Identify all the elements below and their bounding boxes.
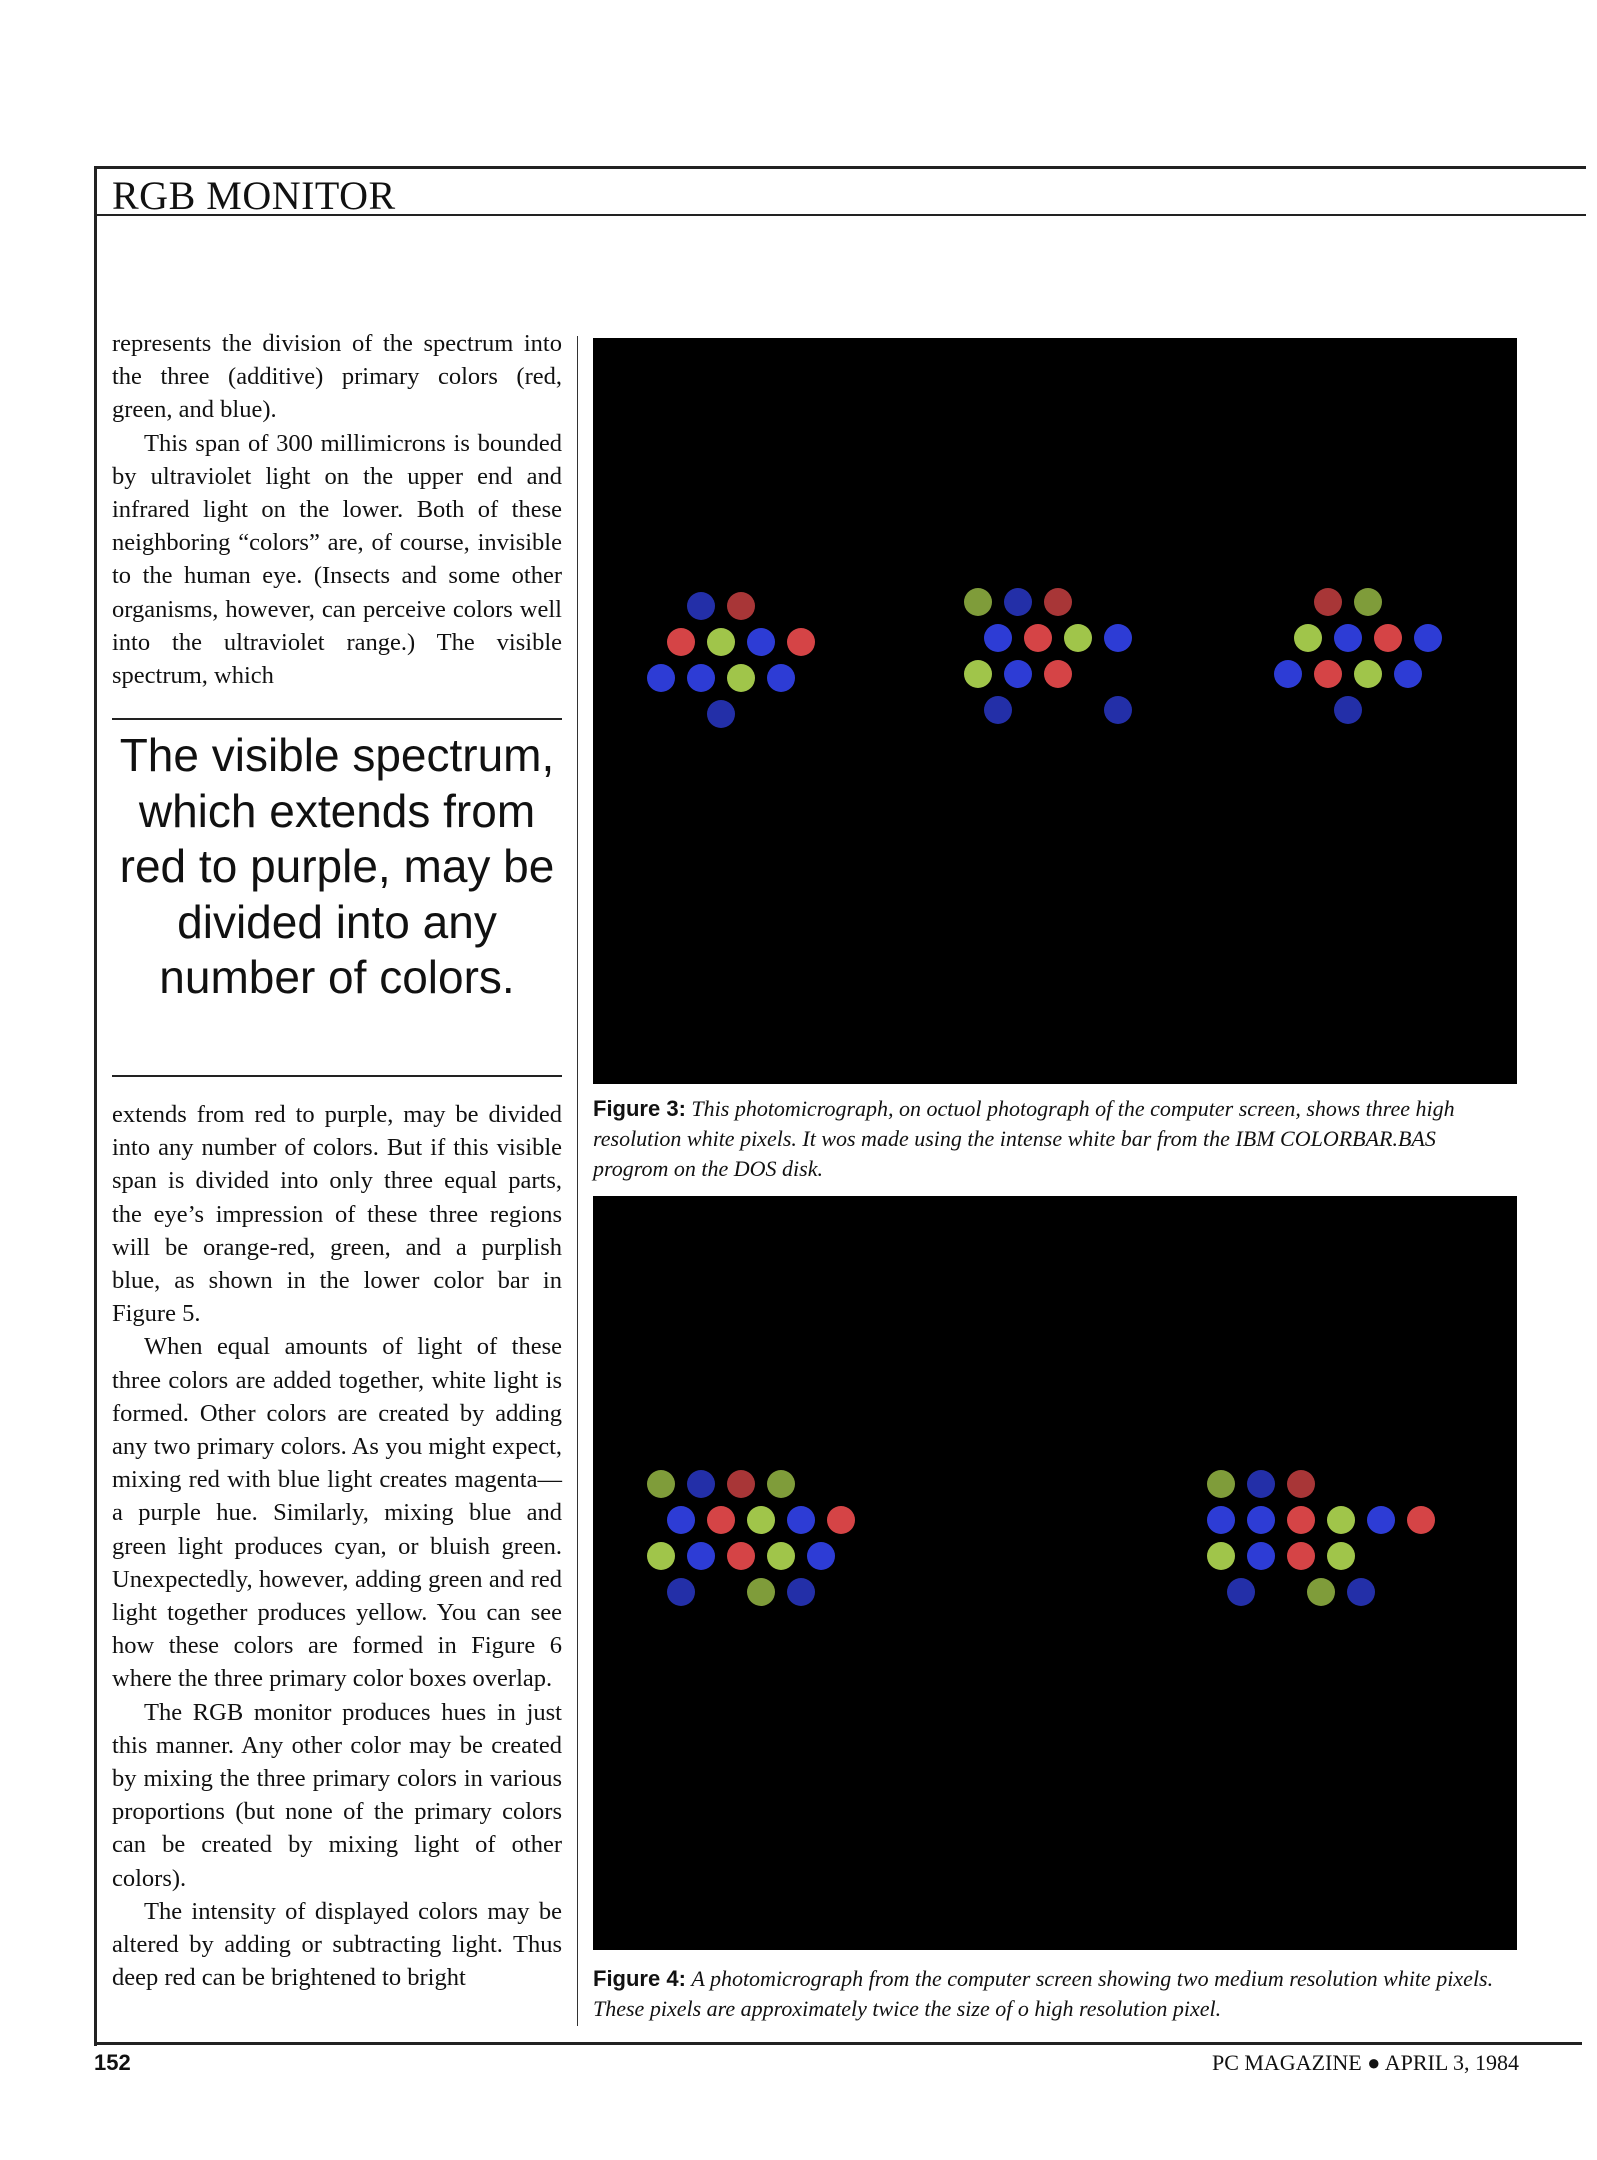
page-frame-bottom xyxy=(94,2042,1582,2045)
phosphor-dot xyxy=(964,660,992,688)
phosphor-dot xyxy=(787,1506,815,1534)
phosphor-dot xyxy=(687,1470,715,1498)
phosphor-dot xyxy=(1004,660,1032,688)
phosphor-dot xyxy=(707,1506,735,1534)
phosphor-dot xyxy=(787,1578,815,1606)
phosphor-dot xyxy=(727,1470,755,1498)
phosphor-dot xyxy=(964,588,992,616)
pixel-cluster xyxy=(647,1470,855,1606)
phosphor-dot xyxy=(1414,624,1442,652)
phosphor-dot xyxy=(787,628,815,656)
phosphor-dot xyxy=(727,592,755,620)
paragraph: The intensity of displayed colors may be altered by adding or subtracting light. Thus deep red can be brightened to bright xyxy=(112,1897,562,1992)
section-title: RGB MONITOR xyxy=(112,173,396,218)
phosphor-dot xyxy=(767,1470,795,1498)
phosphor-dot xyxy=(984,696,1012,724)
paragraph: represents the division of the spectrum into the three (additive) primary colors (red, green, and blue). xyxy=(112,330,562,424)
phosphor-dot xyxy=(1207,1470,1235,1498)
phosphor-dot xyxy=(1104,624,1132,652)
figure-3-caption-text: This photomicrograph, on octuol photograph of the computer screen, shows three high resolution white pixels. It wos made using the intense white bar from the IBM COLORBAR.BAS progrom on the DOS disk. xyxy=(593,1096,1455,1181)
phosphor-dot xyxy=(1287,1542,1315,1570)
phosphor-dot xyxy=(1294,624,1322,652)
phosphor-dot xyxy=(647,1542,675,1570)
phosphor-dot xyxy=(1354,660,1382,688)
paragraph: When equal amounts of light of these three colors are added together, white light is formed. Other colors are created by adding any two primary colors. As you might expect, mixing red with blue light creates magenta—a purple hue. Similarly, mixing blue and green light produces cyan, or bluish green. Unexpectedly, however, adding green and red light together produces yellow. You can see how these colors are formed in Figure 6 where the three primary color boxes overlap. xyxy=(112,1333,562,1693)
phosphor-dot xyxy=(1227,1578,1255,1606)
phosphor-dot xyxy=(1247,1542,1275,1570)
phosphor-dot xyxy=(1407,1506,1435,1534)
phosphor-dot xyxy=(707,700,735,728)
phosphor-dot xyxy=(984,624,1012,652)
phosphor-dot xyxy=(1374,624,1402,652)
phosphor-dot xyxy=(1327,1542,1355,1570)
column-text-top xyxy=(112,327,562,692)
phosphor-dot xyxy=(727,664,755,692)
pixel-cluster xyxy=(1274,588,1442,724)
pixel-cluster xyxy=(964,588,1132,724)
phosphor-dot xyxy=(667,1506,695,1534)
pull-quote: The visible spectrum, which extends from red to purple, may be divided into any number of colors. xyxy=(119,729,555,1003)
phosphor-dot xyxy=(1024,624,1052,652)
figure-4-pixels xyxy=(593,1196,1517,1950)
page-frame-top xyxy=(94,166,1586,169)
publication-line: PC MAGAZINE ● APRIL 3, 1984 xyxy=(1211,2050,1519,2075)
phosphor-dot xyxy=(1307,1578,1335,1606)
phosphor-dot xyxy=(687,664,715,692)
phosphor-dot xyxy=(1314,660,1342,688)
page-number: 152 xyxy=(94,2050,131,2075)
phosphor-dot xyxy=(827,1506,855,1534)
paragraph: extends from red to purple, may be divided into any number of colors. But if this visible span is divided into only three equal parts, the eye’s impression of these three regions will be orange-red, green, and a purplish blue, as shown in the lower color bar in Figure 5. xyxy=(112,1101,562,1328)
phosphor-dot xyxy=(1104,696,1132,724)
phosphor-dot xyxy=(687,1542,715,1570)
phosphor-dot xyxy=(1287,1470,1315,1498)
pullquote-rule-top xyxy=(112,718,562,720)
phosphor-dot xyxy=(767,1542,795,1570)
column-separator xyxy=(577,336,578,2026)
phosphor-dot xyxy=(1247,1506,1275,1534)
pixel-cluster xyxy=(647,592,815,728)
phosphor-dot xyxy=(1004,588,1032,616)
phosphor-dot xyxy=(1347,1578,1375,1606)
phosphor-dot xyxy=(1334,696,1362,724)
phosphor-dot xyxy=(1274,660,1302,688)
phosphor-dot xyxy=(1044,660,1072,688)
phosphor-dot xyxy=(1327,1506,1355,1534)
phosphor-dot xyxy=(707,628,735,656)
figure-4-label: Figure 4: xyxy=(593,1966,686,1991)
phosphor-dot xyxy=(767,664,795,692)
figure-3-caption xyxy=(593,1094,1513,1184)
paragraph: The RGB monitor produces hues in just this manner. Any other color may be created by mixing the three primary colors in various proportions (but none of the primary colors can be created by mixing light of other colors). xyxy=(112,1698,562,1892)
phosphor-dot xyxy=(647,1470,675,1498)
phosphor-dot xyxy=(1287,1506,1315,1534)
figure-4-photo xyxy=(593,1196,1517,1950)
phosphor-dot xyxy=(727,1542,755,1570)
figure-4-caption-text: A photomicrograph from the computer screen showing two medium resolution white pixels. These pixels are approximately twice the size of o high resolution pixel. xyxy=(593,1966,1494,2021)
figure-3-photo xyxy=(593,338,1517,1084)
pullquote-rule-bottom xyxy=(112,1075,562,1077)
phosphor-dot xyxy=(1064,624,1092,652)
phosphor-dot xyxy=(1334,624,1362,652)
phosphor-dot xyxy=(1247,1470,1275,1498)
phosphor-dot xyxy=(1207,1506,1235,1534)
pixel-cluster xyxy=(1207,1470,1435,1606)
phosphor-dot xyxy=(807,1542,835,1570)
phosphor-dot xyxy=(1354,588,1382,616)
phosphor-dot xyxy=(1044,588,1072,616)
phosphor-dot xyxy=(1207,1542,1235,1570)
phosphor-dot xyxy=(667,1578,695,1606)
paragraph: This span of 300 millimicrons is bounded by ultraviolet light on the upper end and infrared light on the lower. Both of these neighboring “colors” are, of course, invisible to the human eye. (Insects and some other organisms, however, can perceive colors well into the ultraviolet range.) The visible spectrum, which xyxy=(112,429,562,690)
phosphor-dot xyxy=(1367,1506,1395,1534)
phosphor-dot xyxy=(647,664,675,692)
figure-4-caption xyxy=(593,1964,1513,2024)
phosphor-dot xyxy=(687,592,715,620)
phosphor-dot xyxy=(747,1578,775,1606)
phosphor-dot xyxy=(1314,588,1342,616)
figure-3-label: Figure 3: xyxy=(593,1096,686,1121)
phosphor-dot xyxy=(747,1506,775,1534)
page-frame-left xyxy=(94,166,97,2046)
column-text-bottom xyxy=(112,1098,562,1994)
figure-3-pixels xyxy=(593,338,1517,1084)
phosphor-dot xyxy=(747,628,775,656)
phosphor-dot xyxy=(667,628,695,656)
phosphor-dot xyxy=(1394,660,1422,688)
